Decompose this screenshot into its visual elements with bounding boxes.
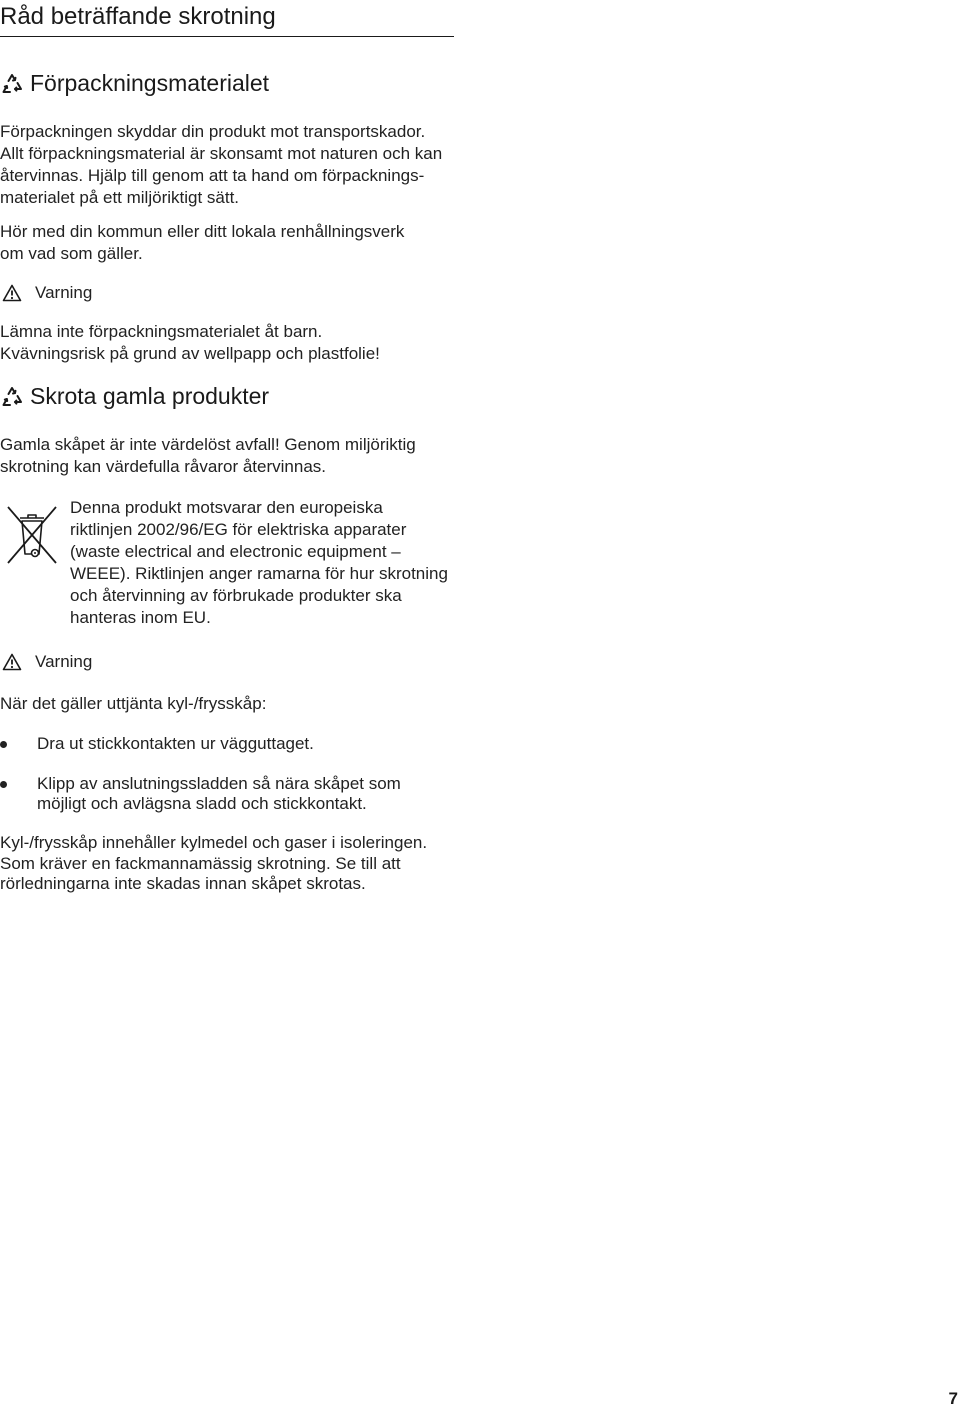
text-line: och återvinning av förbrukade produkter ska	[70, 586, 402, 605]
packaging-heading	[0, 70, 269, 97]
page-title: Råd beträffande skrotning	[0, 3, 276, 30]
text-line: Klipp av anslutningssladden så nära skåpet som	[37, 774, 401, 793]
warning-label: Varning	[35, 283, 93, 302]
packaging-warning-text	[0, 321, 380, 365]
text-line: Kyl-/frysskåp innehåller kylmedel och gaser i isoleringen.	[0, 833, 428, 852]
packaging-intro	[0, 121, 442, 209]
closing-note	[0, 833, 427, 895]
municipality-note	[0, 221, 404, 265]
text-line: riktlinjen 2002/96/EG för elektriska apparater	[70, 520, 407, 539]
list-item	[0, 774, 401, 814]
page-number: 7	[948, 1389, 958, 1408]
crossed-out-wheelie-bin-icon	[6, 505, 58, 565]
text-line: hanteras inom EU.	[70, 608, 211, 627]
text-line: Förpackningen skyddar din produkt mot transportskador.	[0, 122, 426, 141]
bullet-icon	[0, 781, 7, 788]
disposal-heading	[0, 383, 269, 410]
disposal-heading-text: Skrota gamla produkter	[30, 383, 270, 409]
recycle-icon	[0, 385, 24, 409]
list-item-text	[37, 734, 314, 754]
packaging-warning	[2, 283, 92, 303]
text-line: rörledningarna inte skadas innan skåpet skrotas.	[0, 874, 366, 893]
packaging-heading-text: Förpackningsmaterialet	[30, 70, 270, 96]
text-line: Gamla skåpet är inte värdelöst avfall! Genom miljöriktig	[0, 435, 416, 454]
text-line: WEEE). Riktlinjen anger ramarna för hur skrotning	[70, 564, 448, 583]
bullet-icon	[0, 741, 7, 748]
text-line: Dra ut stickkontakten ur vägguttaget.	[37, 734, 314, 753]
text-line: Hör med din kommun eller ditt lokala renhållningsverk	[0, 222, 405, 241]
text-line: Allt förpackningsmaterial är skonsamt mot naturen och kan	[0, 144, 443, 163]
text-line: Som kräver en fackmannamässig skrotning. Se till att	[0, 853, 401, 873]
text-line: om vad som gäller.	[0, 244, 143, 263]
warning-label: Varning	[35, 652, 93, 671]
list-item-text	[37, 774, 401, 814]
text-line: återvinnas. Hjälp till genom att ta hand om förpacknings-	[0, 166, 425, 185]
text-line: Lämna inte förpackningsmaterialet åt barn.	[0, 322, 323, 341]
disposal-warning-intro	[0, 693, 266, 715]
text-line: (waste electrical and electronic equipment –	[70, 542, 401, 561]
text-line: Denna produkt motsvarar den europeiska	[70, 498, 383, 517]
weee-description	[70, 497, 448, 629]
disposal-warning	[2, 652, 92, 672]
list-item	[0, 734, 314, 754]
text-line: skrotning kan värdefulla råvaror återvinnas.	[0, 457, 326, 476]
text-line: Kvävningsrisk på grund av wellpapp och plastfolie!	[0, 344, 380, 363]
text-line: materialet på ett miljöriktigt sätt.	[0, 188, 240, 207]
title-divider	[0, 36, 454, 37]
recycle-icon	[0, 72, 24, 96]
disposal-intro	[0, 434, 416, 478]
warning-triangle-icon	[2, 284, 22, 302]
text-line: möjligt och avlägsna sladd och stickkontakt.	[37, 794, 367, 813]
text-line: När det gäller uttjänta kyl-/frysskåp:	[0, 694, 267, 713]
warning-triangle-icon	[2, 653, 22, 671]
